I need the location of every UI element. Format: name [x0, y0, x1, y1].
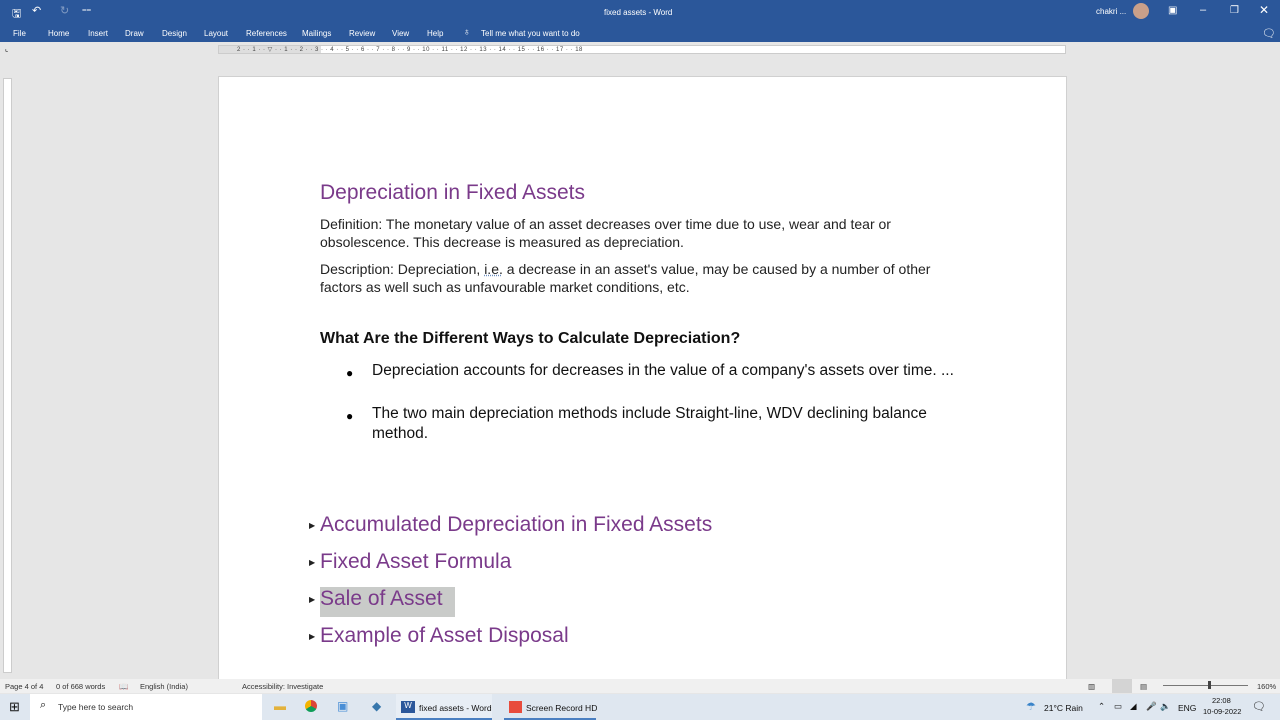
redo-icon[interactable]: ↻: [60, 5, 70, 17]
bullet-item: Depreciation accounts for decreases in the value of a company's assets over time. ...: [372, 362, 954, 379]
taskbar-screen-record-label: Screen Record HD: [526, 703, 598, 713]
description-paragraph: [320, 261, 960, 296]
tab-insert[interactable]: Insert: [88, 29, 109, 38]
clock-date[interactable]: 10-09-2022: [1203, 707, 1242, 716]
collapsed-heading-selected: Sale of Asset: [320, 587, 455, 617]
zoom-level[interactable]: 160%: [1257, 682, 1277, 691]
weather-icon: ☂: [1026, 701, 1036, 713]
taskbar-word-label: fixed assets - Word: [419, 703, 492, 713]
zoom-slider-thumb[interactable]: [1208, 681, 1211, 689]
word-icon: W: [401, 701, 415, 713]
save-icon[interactable]: 🖫: [12, 8, 22, 20]
expand-triangle-icon[interactable]: ▶: [309, 521, 316, 530]
tab-layout[interactable]: Layout: [204, 29, 229, 38]
user-name[interactable]: chakri ...: [1096, 7, 1127, 16]
ruler-bar[interactable]: [218, 45, 1066, 54]
windows-start-icon[interactable]: ⊞: [9, 699, 20, 714]
tell-me-search[interactable]: Tell me what you want to do: [481, 29, 580, 38]
collapsed-heading: Fixed Asset Formula: [320, 550, 512, 573]
vertical-ruler[interactable]: [3, 78, 12, 673]
microphone-icon[interactable]: 🎤: [1146, 701, 1157, 711]
tab-view[interactable]: View: [392, 29, 410, 38]
weather-text[interactable]: 21°C Rain: [1044, 703, 1083, 713]
zoom-slider[interactable]: [1163, 685, 1248, 686]
minimize-button[interactable]: –: [1200, 4, 1207, 16]
expand-triangle-icon[interactable]: ▶: [309, 558, 316, 567]
page-count[interactable]: Page 4 of 4: [5, 682, 44, 691]
lightbulb-icon: ♁: [463, 27, 471, 38]
tab-help[interactable]: Help: [427, 29, 444, 38]
horizontal-ruler[interactable]: [0, 42, 1280, 56]
web-layout-icon[interactable]: ▤: [1140, 682, 1148, 691]
tab-draw[interactable]: Draw: [125, 29, 144, 38]
screen-record-icon: [509, 701, 522, 713]
file-explorer-icon[interactable]: ▬: [274, 699, 286, 713]
meet-icon[interactable]: ▭: [1114, 701, 1123, 711]
definition-paragraph: Definition: The monetary value of an asset decreases over time due to use, wear and tear or obsolescence. This decrease is measured as depreciation.: [320, 216, 891, 250]
avatar[interactable]: [1133, 3, 1149, 19]
network-icon[interactable]: ◢: [1130, 701, 1137, 711]
print-layout-icon[interactable]: [1112, 679, 1132, 693]
restore-button[interactable]: ❐: [1230, 5, 1239, 16]
description-text: a decrease in an asset's value, may be caused by a number of other factors as well such as unfavourable market conditions, etc.: [320, 261, 931, 295]
language[interactable]: English (India): [140, 682, 188, 691]
search-placeholder[interactable]: Type here to search: [58, 702, 134, 712]
search-icon: ⌕: [40, 699, 47, 711]
tab-file[interactable]: File: [13, 29, 26, 38]
status-bar: [0, 679, 1280, 693]
proofing-icon[interactable]: 📖: [119, 682, 129, 691]
collapsed-heading: Accumulated Depreciation in Fixed Assets: [320, 513, 713, 536]
input-language[interactable]: ENG: [1178, 703, 1197, 713]
comments-icon[interactable]: 🗨: [1262, 28, 1276, 40]
tab-design[interactable]: Design: [162, 29, 187, 38]
collapsed-heading: Example of Asset Disposal: [320, 624, 569, 647]
ruler-labels: 2 · · 1 · · ▽ · · 1 · · 2 · · 3 · · 4 · · 5 · · 6 · · 7 · · 8 · · 9 · · 10 · · 11 · · 12 · · 13 · · 14 · · 15 · · 16 · · 17 · · 18: [237, 47, 583, 53]
ribbon-display-icon[interactable]: ▣: [1168, 5, 1178, 16]
taskbar: [0, 694, 1280, 720]
customize-qat-icon[interactable]: ⩵: [82, 5, 92, 14]
tab-review[interactable]: Review: [349, 29, 376, 38]
doc-title: Depreciation in Fixed Assets: [320, 181, 585, 204]
show-hidden-icon[interactable]: ⌃: [1098, 701, 1106, 711]
clock-time[interactable]: 22:08: [1212, 696, 1231, 705]
chrome-icon[interactable]: [305, 700, 317, 712]
question-heading: What Are the Different Ways to Calculate Depreciation?: [320, 330, 741, 347]
tab-references[interactable]: References: [246, 29, 287, 38]
tab-home[interactable]: Home: [48, 29, 70, 38]
bullet-icon: ●: [346, 366, 354, 380]
bullet-icon: ●: [346, 409, 354, 423]
taskbar-search[interactable]: [30, 694, 262, 720]
close-button[interactable]: ✕: [1259, 3, 1270, 17]
read-mode-icon[interactable]: ▥: [1088, 682, 1096, 691]
tab-selector-icon[interactable]: ⌞: [5, 46, 9, 53]
window-title: fixed assets - Word: [604, 8, 673, 17]
python-icon[interactable]: ◆: [372, 699, 382, 713]
undo-icon[interactable]: ↶: [32, 5, 42, 17]
grammar-flag[interactable]: i.e.: [484, 261, 503, 277]
title-bar: [0, 0, 1280, 24]
description-text: Description: Depreciation,: [320, 261, 485, 277]
tab-mailings[interactable]: Mailings: [302, 29, 332, 38]
volume-icon[interactable]: 🔈: [1160, 701, 1171, 711]
notifications-icon[interactable]: 🗨: [1252, 701, 1266, 713]
accessibility-status[interactable]: Accessibility: Investigate: [242, 682, 324, 691]
word-count[interactable]: 0 of 668 words: [56, 682, 106, 691]
expand-triangle-icon[interactable]: ▶: [309, 632, 316, 641]
ribbon-tabs: [0, 24, 1280, 42]
expand-triangle-icon[interactable]: ▶: [309, 595, 316, 604]
app-icon[interactable]: ▣: [337, 699, 349, 713]
bullet-item: The two main depreciation methods include Straight-line, WDV declining balance method.: [372, 405, 927, 442]
